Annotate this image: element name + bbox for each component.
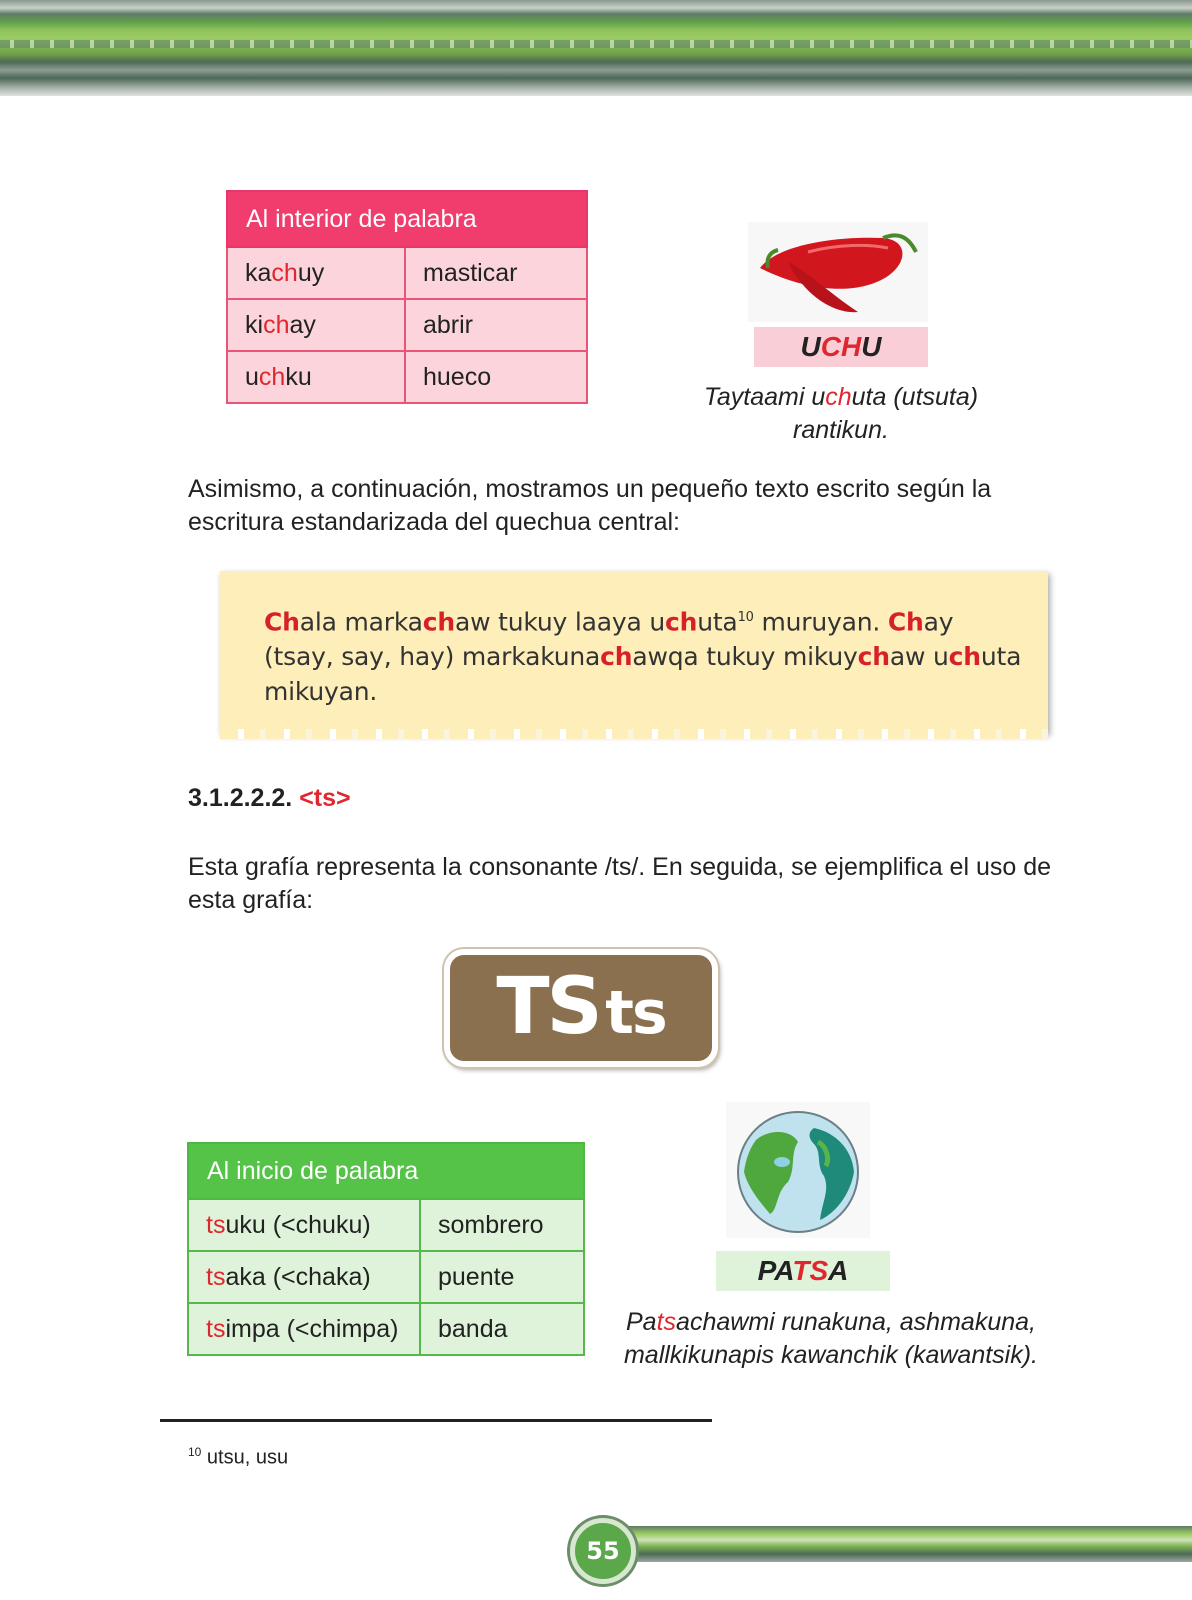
ts-letter-card: TS ts: [444, 949, 718, 1067]
quechua-text-note: [220, 571, 1048, 733]
patsa-caption: Patsachawmi runakuna, ashmakuna, mallkikunapis kawanchik (kawantsik).: [623, 1308, 1039, 1369]
globe-illustration: [726, 1102, 870, 1238]
table-header: Al inicio de palabra: [188, 1143, 584, 1199]
patsa-label-box: [716, 1251, 890, 1291]
note-text: Chala markachaw tukuy laaya uchuta$^{10}$ muruyan. Chay (tsay, say, hay) markakunachawqa tukuy mikuychaw uchuta mikuyan.: [264, 607, 1022, 707]
table-row: tsimpa (<chimpa) banda: [188, 1303, 584, 1355]
uchu-label-box: [754, 327, 928, 367]
table-row: kichay abrir: [227, 299, 587, 351]
footnote-divider: [160, 1419, 712, 1422]
patsa-label: PATSA: [757, 1255, 849, 1286]
section-heading: 3.1.2.2.2. <ts>: [188, 784, 351, 812]
header-band: [0, 0, 1192, 96]
table-header: Al interior de palabra: [227, 191, 587, 247]
table-interior-palabra: [226, 190, 588, 404]
table-row: tsuku (<chuku) sombrero: [188, 1199, 584, 1251]
table-inicio-palabra: [187, 1142, 585, 1356]
uchu-caption: Taytaami uchuta (utsuta) rantikun.: [703, 383, 979, 444]
chili-pepper-illustration: [748, 222, 928, 322]
page-number: 55: [570, 1518, 636, 1584]
table-row: tsaka (<chaka) puente: [188, 1251, 584, 1303]
table-row: kachuy masticar: [227, 247, 587, 299]
paragraph-intro: Asimismo, a continuación, mostramos un pequeño texto escrito según la escritura estandarizada del quechua central:: [188, 475, 992, 536]
table-row: uchku hueco: [227, 351, 587, 403]
uchu-label: UCHU: [800, 331, 882, 362]
footnote: $^{10}$ utsu, usu: [188, 1445, 289, 1469]
paragraph-ts: Esta grafía representa la consonante /ts/. En seguida, se ejemplifica el uso de esta grafía:: [188, 853, 1052, 914]
page-number-bar: [620, 1526, 1192, 1562]
